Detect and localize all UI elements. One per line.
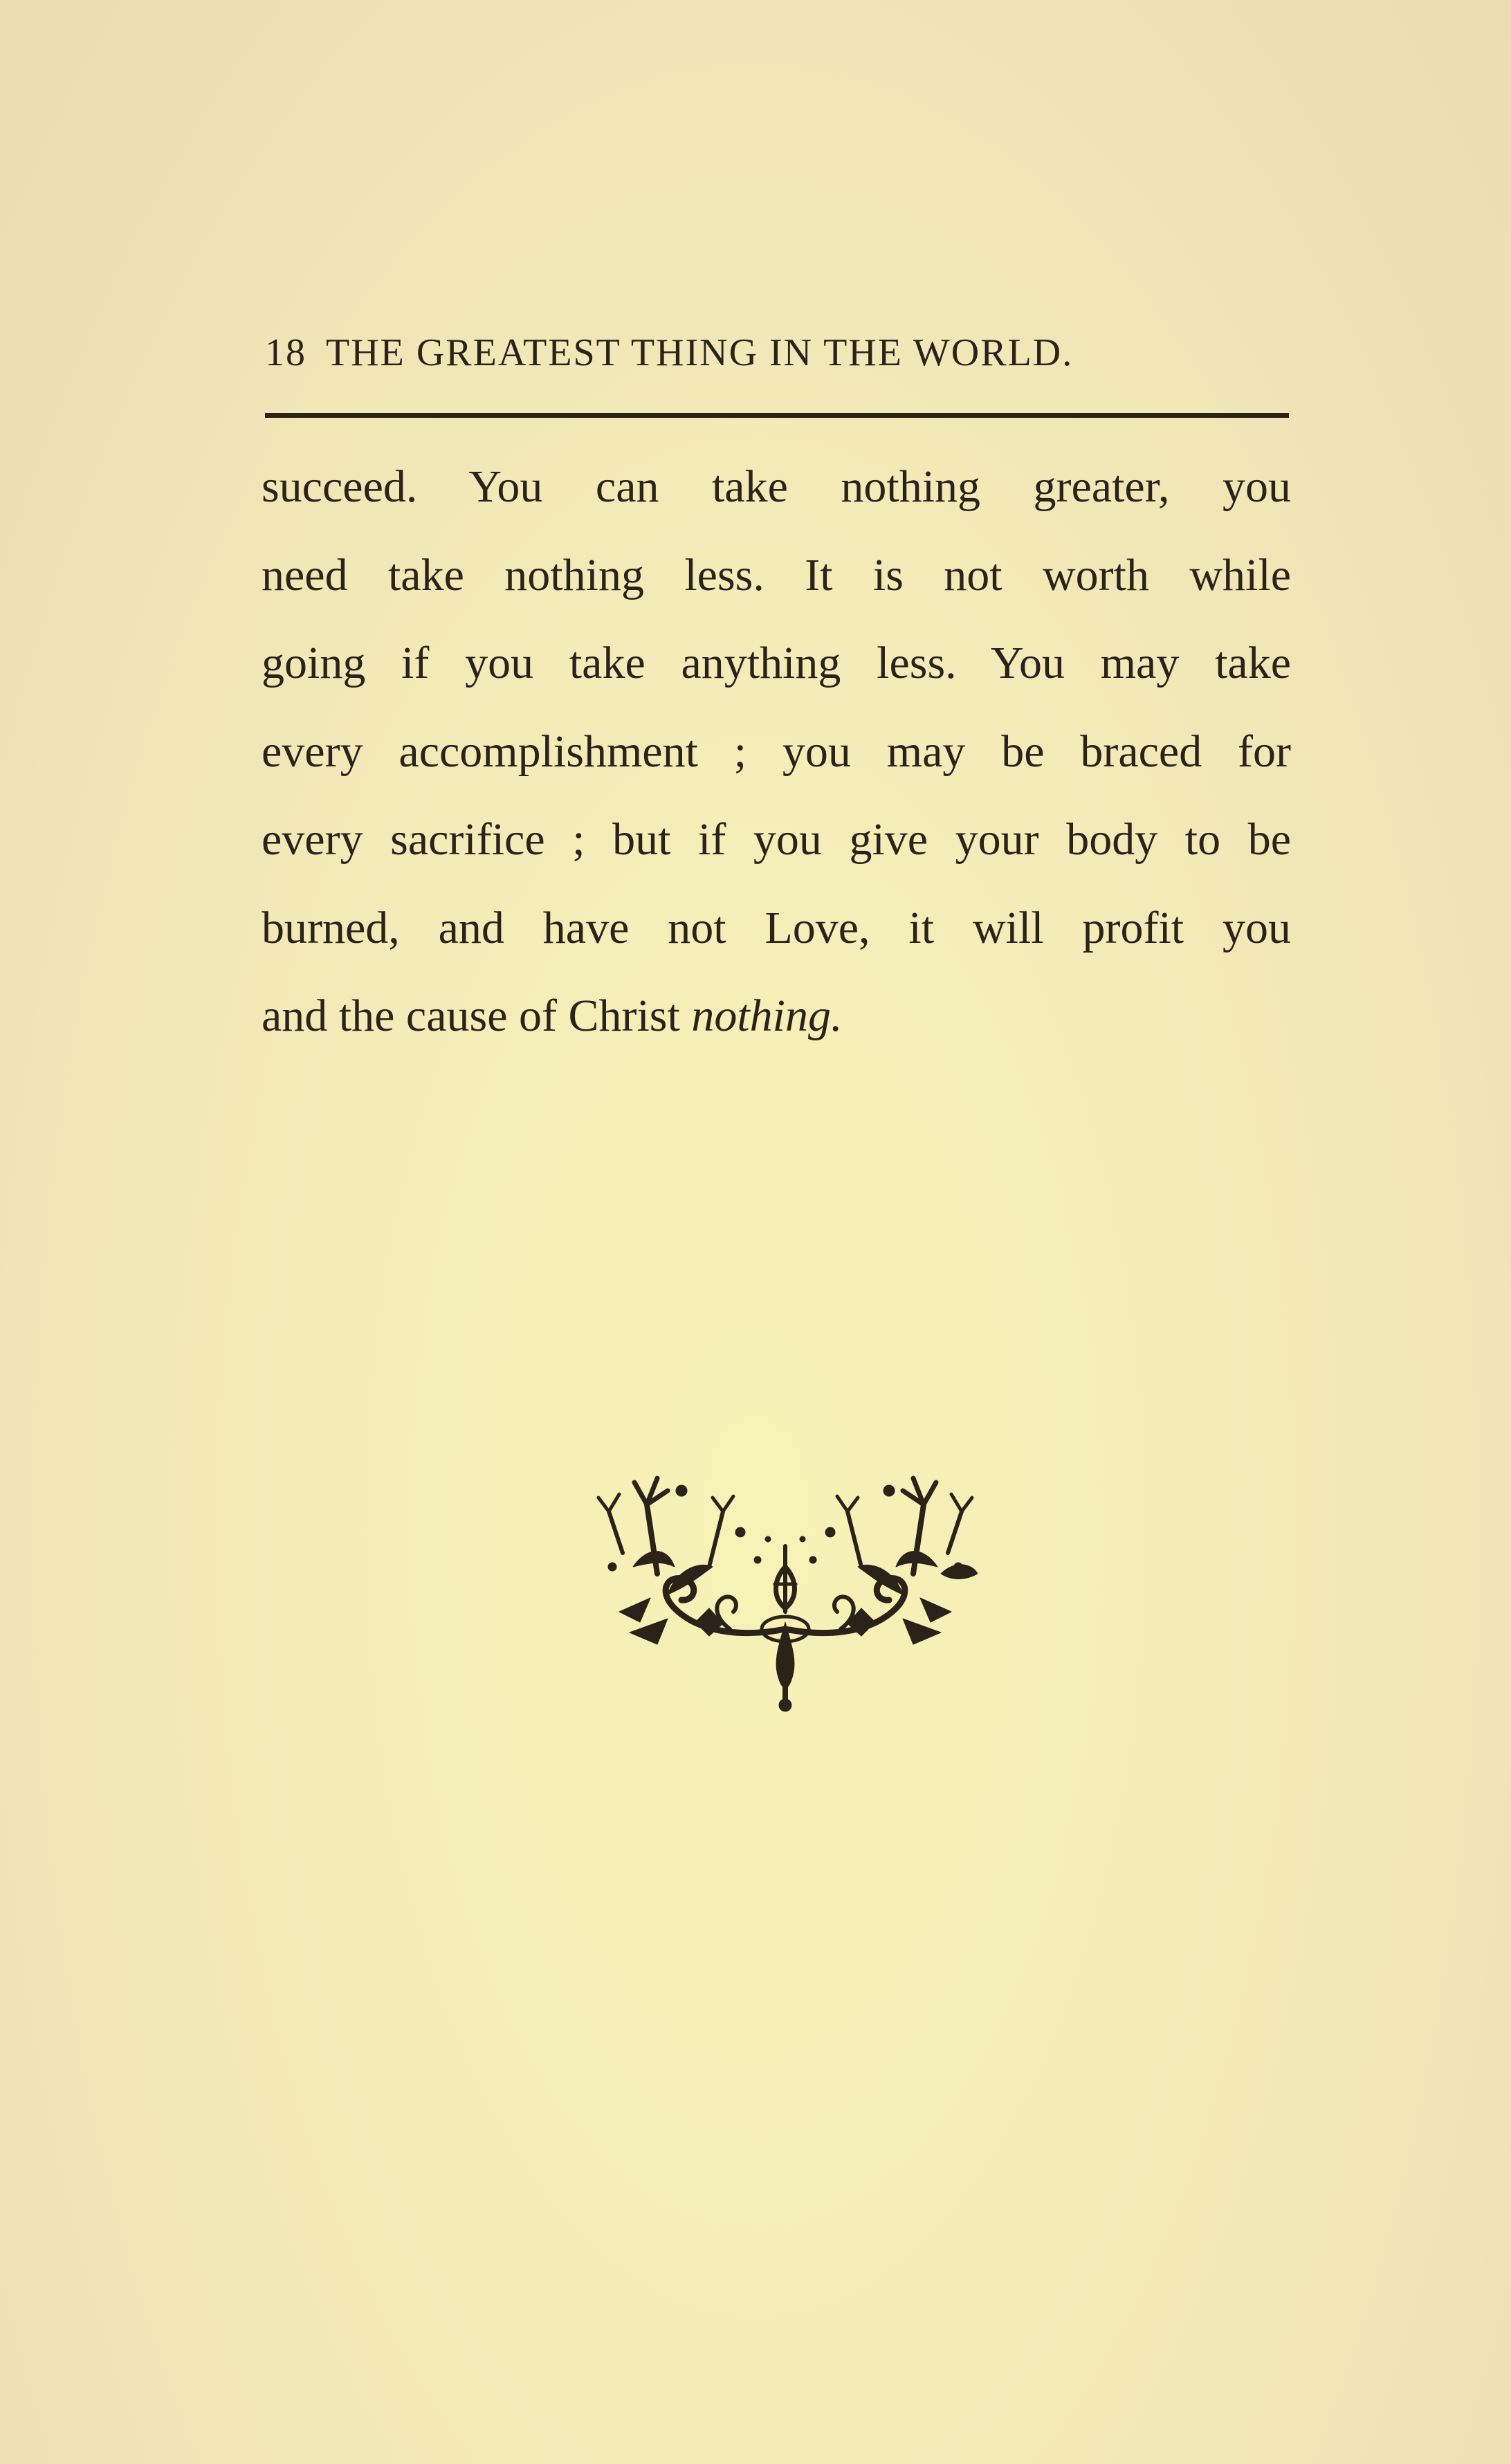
text-line-last — [262, 972, 1291, 1060]
text-line: need take nothing less. It is not worth while — [262, 549, 1291, 600]
text-line-prefix: and the cause of Christ — [262, 991, 692, 1041]
text-line: burned, and have not Love, it will profit you — [262, 902, 1291, 953]
floral-tailpiece-icon — [592, 1463, 979, 1712]
header-rule — [265, 413, 1289, 418]
text-line: every accomplishment ; you may be braced for — [262, 726, 1291, 777]
running-title: THE GREATEST THING IN THE WORLD. — [326, 331, 1074, 374]
text-line: going if you take anything less. You may take — [262, 638, 1291, 688]
text-line: succeed. You can take nothing greater, you — [262, 461, 1291, 512]
body-paragraph — [262, 443, 1291, 1060]
running-head — [265, 325, 1289, 380]
page-number: 18 — [265, 331, 306, 374]
text-line: every sacrifice ; but if you give your body to be — [262, 814, 1291, 865]
emphasis-word: nothing. — [691, 991, 843, 1041]
